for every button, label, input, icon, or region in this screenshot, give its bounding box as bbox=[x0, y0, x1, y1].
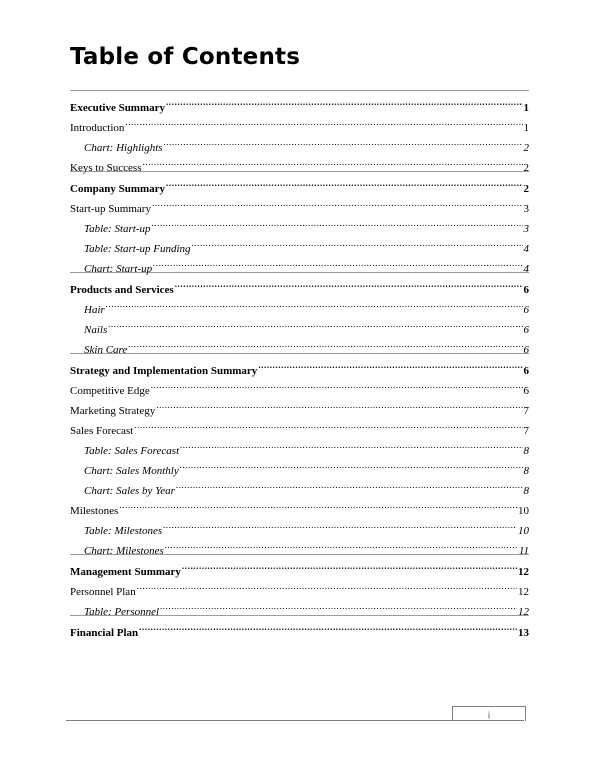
toc-entry-label: Personnel Plan bbox=[70, 586, 136, 598]
toc-entry-label: Management Summary bbox=[70, 566, 181, 578]
toc-dot-leader bbox=[143, 151, 523, 171]
toc-entry-page: 4 bbox=[523, 243, 529, 255]
toc-entry-label: Table: Start-up bbox=[84, 223, 151, 235]
toc-dot-leader bbox=[152, 212, 523, 232]
toc-entry-label: Chart: Highlights bbox=[84, 142, 163, 154]
toc-entry[interactable] bbox=[70, 131, 529, 154]
toc-dot-leader bbox=[258, 354, 522, 374]
toc-dot-leader bbox=[108, 313, 522, 333]
toc-dot-leader bbox=[176, 474, 523, 494]
toc-dot-leader bbox=[163, 514, 517, 534]
toc-dot-leader bbox=[180, 434, 522, 454]
toc-entry-page: 13 bbox=[518, 627, 529, 639]
toc-dot-leader bbox=[192, 232, 523, 252]
toc-entry-label: Introduction bbox=[70, 122, 125, 134]
toc-entry-page: 7 bbox=[523, 425, 529, 437]
toc-entry-page: 8 bbox=[523, 445, 529, 457]
toc-entry-label: Skin Care bbox=[84, 344, 128, 356]
toc-entry[interactable] bbox=[70, 615, 529, 639]
toc-entry-page: 6 bbox=[523, 344, 529, 356]
toc-entry-label: Keys to Success bbox=[70, 162, 142, 174]
toc-entry-page: 1 bbox=[523, 102, 529, 114]
toc-dot-leader bbox=[137, 575, 517, 595]
toc-entry-label: Table: Milestones bbox=[84, 525, 163, 537]
toc-dot-leader bbox=[165, 534, 518, 554]
toc-entry-page: 6 bbox=[523, 284, 529, 296]
toc-entry-label: Company Summary bbox=[70, 183, 166, 195]
toc-entry-page: 2 bbox=[523, 142, 529, 154]
toc-entry-page: 11 bbox=[518, 545, 529, 557]
toc-entry[interactable] bbox=[70, 293, 529, 316]
toc-entry-page: 4 bbox=[523, 263, 529, 275]
toc-entry-label: Table: Start-up Funding bbox=[84, 243, 191, 255]
toc-dot-leader bbox=[166, 172, 522, 192]
toc-entry-label: Marketing Strategy bbox=[70, 405, 156, 417]
toc-dot-leader bbox=[182, 555, 517, 575]
toc-entry-page: 2 bbox=[523, 183, 529, 195]
footer-page-number: i bbox=[452, 706, 526, 721]
toc-dot-leader bbox=[164, 131, 523, 151]
toc-entry-page: 10 bbox=[518, 525, 529, 537]
toc-entry-label: Table: Sales Forecast bbox=[84, 445, 180, 457]
toc-entry-label: Chart: Sales Monthly bbox=[84, 465, 179, 477]
toc-entry-page: 12 bbox=[518, 606, 529, 618]
toc-entry-page: 2 bbox=[523, 162, 529, 174]
toc-entry[interactable] bbox=[70, 111, 529, 134]
toc-entry-label: Financial Plan bbox=[70, 627, 139, 639]
toc-entry-label: Executive Summary bbox=[70, 102, 166, 114]
toc-entry-label: Chart: Milestones bbox=[84, 545, 164, 557]
toc-entry-page: 6 bbox=[523, 365, 529, 377]
toc-dot-leader bbox=[151, 374, 523, 394]
toc-entry-label: Products and Services bbox=[70, 284, 174, 296]
toc-dot-leader bbox=[106, 293, 523, 313]
toc-entry-label: Hair bbox=[84, 304, 105, 316]
toc-entry[interactable] bbox=[70, 90, 529, 114]
toc-entry-page: 12 bbox=[518, 566, 529, 578]
toc-entry[interactable] bbox=[70, 514, 529, 537]
toc-entry-label: Nails bbox=[84, 324, 108, 336]
toc-entry-label: Strategy and Implementation Summary bbox=[70, 365, 258, 377]
toc-entry-page: 7 bbox=[523, 405, 529, 417]
toc-dot-leader bbox=[125, 111, 522, 131]
toc-dot-leader bbox=[152, 192, 523, 212]
toc-entry-page: 3 bbox=[523, 223, 529, 235]
toc-entry[interactable] bbox=[70, 434, 529, 457]
toc-entry[interactable] bbox=[70, 595, 529, 618]
toc-entry-page: 6 bbox=[523, 385, 529, 397]
toc-dot-leader bbox=[160, 595, 517, 615]
toc-entry-label: Start-up Summary bbox=[70, 203, 151, 215]
toc-entry-page: 6 bbox=[523, 324, 529, 336]
toc-entry[interactable] bbox=[70, 494, 529, 517]
toc-dot-leader bbox=[166, 91, 522, 111]
toc-dot-leader bbox=[180, 454, 523, 474]
toc-entry-page: 1 bbox=[523, 122, 529, 134]
toc-dot-leader bbox=[119, 494, 517, 514]
toc-entry[interactable] bbox=[70, 575, 529, 598]
toc-entry[interactable] bbox=[70, 414, 529, 437]
toc-entry-label: Chart: Sales by Year bbox=[84, 485, 175, 497]
page-title: Table of Contents bbox=[70, 44, 301, 70]
toc-entry-page: 12 bbox=[518, 586, 529, 598]
toc-dot-leader bbox=[156, 394, 522, 414]
toc-entry-label: Chart: Start-up bbox=[84, 263, 153, 275]
toc-dot-leader bbox=[175, 273, 523, 293]
toc-entry-page: 10 bbox=[518, 505, 529, 517]
table-of-contents bbox=[70, 90, 529, 639]
toc-entry-label: Competitive Edge bbox=[70, 385, 150, 397]
toc-entry-page: 8 bbox=[523, 465, 529, 477]
toc-entry[interactable] bbox=[70, 333, 529, 356]
toc-dot-leader bbox=[128, 333, 522, 353]
toc-entry[interactable] bbox=[70, 353, 529, 377]
toc-dot-leader bbox=[153, 252, 522, 272]
toc-entry-page: 8 bbox=[523, 485, 529, 497]
toc-entry[interactable] bbox=[70, 313, 529, 336]
toc-entry-label: Table: Personnel bbox=[84, 606, 160, 618]
toc-entry-page: 3 bbox=[523, 203, 529, 215]
toc-dot-leader bbox=[134, 414, 522, 434]
toc-entry-label: Milestones bbox=[70, 505, 119, 517]
toc-dot-leader bbox=[139, 616, 517, 636]
toc-entry-label: Sales Forecast bbox=[70, 425, 134, 437]
toc-entry-page: 6 bbox=[523, 304, 529, 316]
